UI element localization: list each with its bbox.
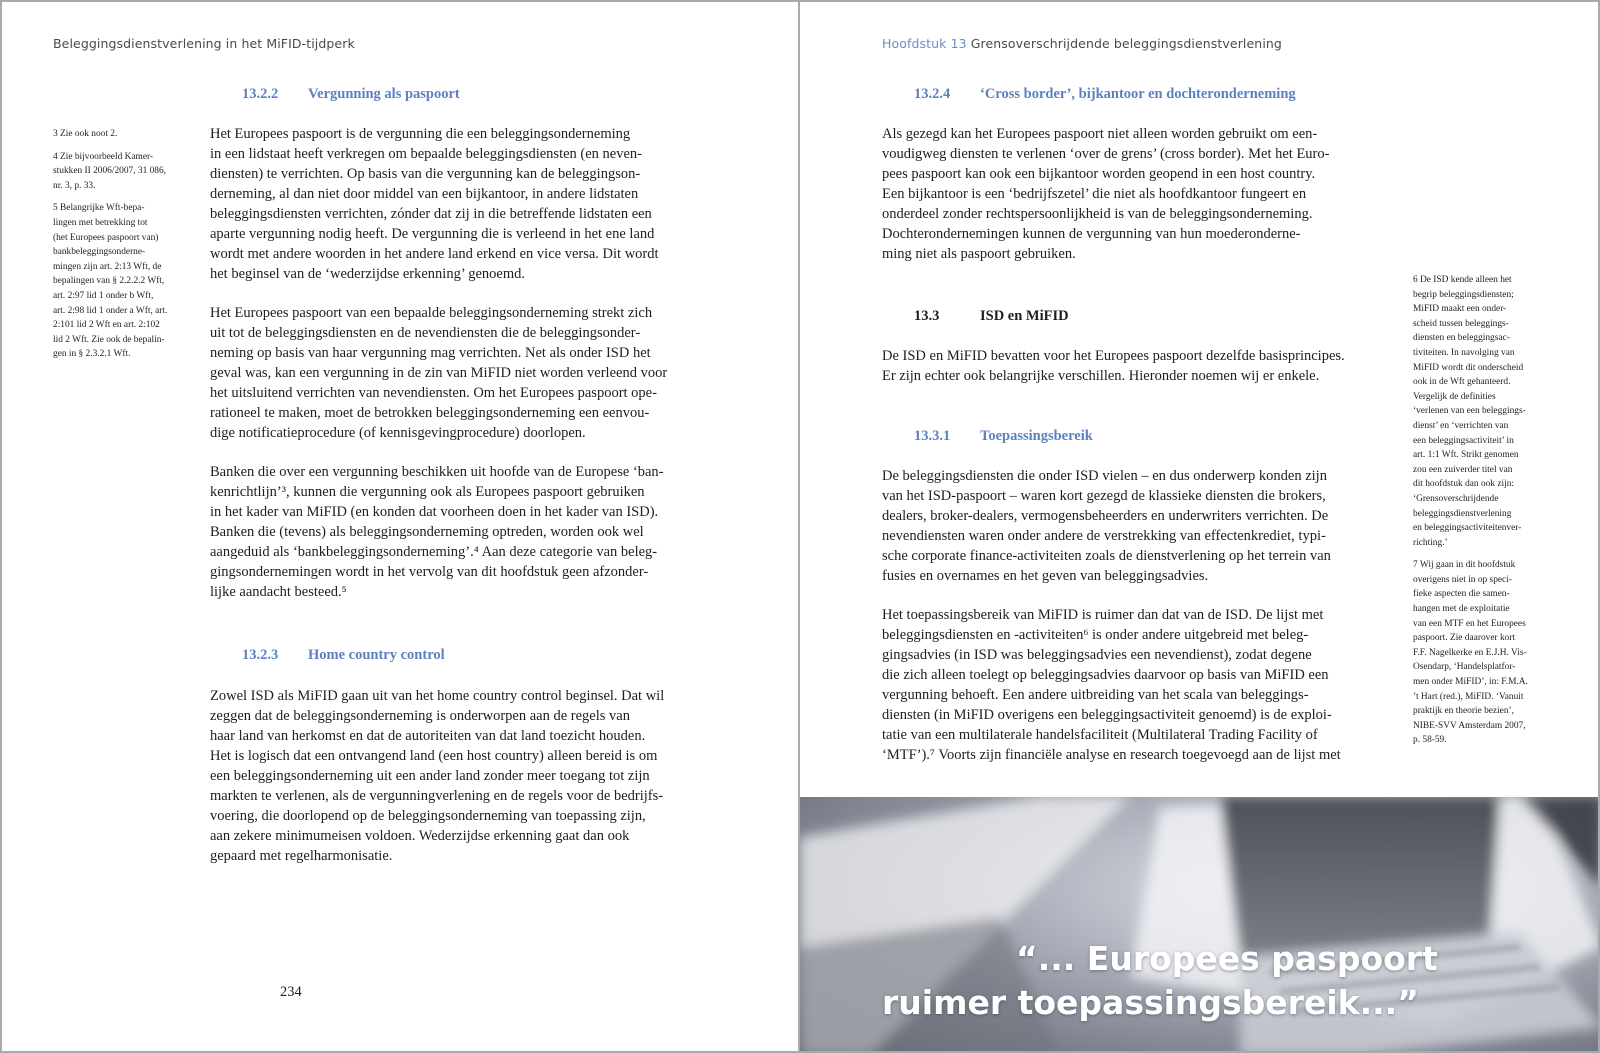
footnote-4 xyxy=(53,150,167,194)
text-line: art. 2:98 lid 1 onder a Wft, art. xyxy=(53,305,168,316)
text-line: fieke aspecten die samen- xyxy=(1413,589,1510,600)
text-line: art. 1:1 Wft. Strikt genomen xyxy=(1413,450,1519,461)
text-line: begrip beleggingsdiensten; xyxy=(1413,289,1514,300)
text-line: een beleggingsactiviteit’ in xyxy=(1413,435,1514,446)
text-line: MiFID wordt dit onderscheid xyxy=(1413,362,1524,373)
text-line: Vergelijk de definities xyxy=(1413,391,1496,402)
text-line: van een MTF en het Europees xyxy=(1413,618,1526,629)
text-line: men onder MiFID’, in: F.M.A. xyxy=(1413,677,1528,688)
text-line: overigens niet in op speci- xyxy=(1413,574,1512,585)
footnote-7 xyxy=(1413,558,1528,748)
text-line: en beleggingsactiviteitenver- xyxy=(1413,523,1522,534)
text-line: beleggingsdienstverlening xyxy=(1413,508,1512,519)
text-line: De beleggingsdiensten die onder ISD vielen – en dus onderwerp konden zijn xyxy=(882,468,1327,484)
text-line: gen in § 2.3.2.1 Wft. xyxy=(53,349,131,360)
text-line: lid 2 Wft. Zie ook de bepalin- xyxy=(53,334,165,345)
section-heading-13-3: 13.3 ISD en MiFID xyxy=(914,308,1069,324)
running-head-chapter: Hoofdstuk 13 xyxy=(882,36,967,51)
pull-quote-line: ruimer toepassingsbereik...” xyxy=(882,983,1419,1022)
right-page xyxy=(798,0,1600,1053)
text-line: ook in de Wft gehanteerd. xyxy=(1413,377,1511,388)
paragraph xyxy=(882,346,1345,386)
text-line: Osendarp, ‘Handelsplatfor- xyxy=(1413,662,1516,673)
text-line: beleggingsdiensten verrichten, zónder dat zij in die betreffende lidstaten een xyxy=(210,206,652,222)
text-line: Het Europees paspoort van een bepaalde beleggingsonderneming strekt zich xyxy=(210,305,653,321)
text-line: het beginsel van de ‘wederzijdse erkenning’ genoemd. xyxy=(210,266,525,282)
text-line: MiFID maakt een onder- xyxy=(1413,304,1507,315)
text-line: 4 Zie bijvoorbeeld Kamer- xyxy=(53,151,154,162)
text-line: ‘verlenen van een beleggings- xyxy=(1413,406,1526,417)
footnotes-column xyxy=(53,127,167,362)
text-line: nevendiensten waren onder andere de verstrekking van effectenkrediet, typi- xyxy=(882,528,1326,544)
text-line: bepalingen van § 2.2.2.2 Wft, xyxy=(53,276,165,287)
text-line: ‘MTF’).⁷ Voorts zijn financiële analyse en research toegevoegd aan de lijst met xyxy=(882,747,1341,763)
text-line: derneming, al dan niet door middel van een bijkantoor, in andere lidstaten xyxy=(210,186,639,202)
text-line: praktijk en theorie bezien’, xyxy=(1413,706,1514,717)
text-line: pees paspoort kan ook een bijkantoor worden geopend in een host country. xyxy=(882,166,1316,182)
text-line: Het toepassingsbereik van MiFID is ruimer dan dat van de ISD. De lijst met xyxy=(882,607,1324,623)
text-line: kenrichtlijn’³, kunnen die vergunning ook als Europees paspoort gebruiken xyxy=(210,484,645,500)
paragraph xyxy=(882,466,1341,586)
text-line: richting.’ xyxy=(1413,537,1448,548)
text-line: geval was, kan een vergunning in de zin van MiFID niet worden verleend voor xyxy=(210,365,668,381)
text-line: markten te verlenen, als de vergunningverlening en de regels voor de bedrijfs- xyxy=(210,788,664,804)
text-line: p. 58-59. xyxy=(1413,735,1447,746)
text-line: beleggingsdiensten en -activiteiten⁶ is onder andere uitgebreid met beleg- xyxy=(882,627,1309,643)
text-line: zou een zuiverder titel van xyxy=(1413,464,1513,475)
text-line: gingsondernemingen wordt in het vervolg van dit hoofdstuk geen afzonder- xyxy=(210,564,649,580)
footnote-6 xyxy=(1413,273,1528,550)
paragraph xyxy=(210,303,667,443)
text-line: rationeel te maken, moet de betrokken beleggingsonderneming een eenvou- xyxy=(210,405,650,421)
footnote-5 xyxy=(53,201,167,362)
text-line: 7 Wij gaan in dit hoofdstuk xyxy=(1413,560,1516,571)
text-line: 6 De ISD kende alleen het xyxy=(1413,275,1512,285)
text-line: ’t Hart (red.), MiFID. ‘Vanuit xyxy=(1413,691,1524,702)
running-head-title: Grensoverschrijdende beleggingsdienstverlening xyxy=(970,36,1282,51)
text-line: lingen met betrekking tot xyxy=(53,217,148,228)
text-line: lijke aandacht besteed.⁵ xyxy=(210,584,347,600)
text-line: 3 Zie ook noot 2. xyxy=(53,129,118,139)
text-line: diensten) te verrichten. Op basis van die vergunning kan de beleggingson- xyxy=(210,166,641,182)
body-text-13-3 xyxy=(882,346,1345,386)
text-line: art. 2:97 lid 1 onder b Wft, xyxy=(53,290,154,301)
text-line: aangeduid als ‘bankbeleggingsonderneming’.⁴ Aan deze categorie van beleg- xyxy=(210,544,658,560)
text-line: in een lidstaat heeft verkregen om bepaalde beleggingsdiensten (en neven- xyxy=(210,146,643,162)
blurred-laptop-photo xyxy=(800,797,1600,1053)
text-line: 5 Belangrijke Wft-bepa- xyxy=(53,203,145,214)
text-line: dienst’ en ‘verrichten van xyxy=(1413,420,1509,431)
body-text-13-2-2 xyxy=(210,124,667,602)
text-line: mingen zijn art. 2:13 Wft, de xyxy=(53,261,162,272)
text-line: neming op basis van haar vergunning mag verrichten. Net als onder ISD het xyxy=(210,345,651,361)
text-line: ‘Grensoverschrijdende xyxy=(1413,493,1499,504)
running-head xyxy=(882,36,1282,51)
text-line: NIBE-SVV Amsterdam 2007, xyxy=(1413,720,1526,731)
text-line: diensten (in MiFID overigens een beleggingsactiviteit genoemd) is de exploi- xyxy=(882,707,1332,723)
pull-quote-line: “... Europees paspoort xyxy=(1016,939,1438,978)
text-line: haar land van herkomst en dat de autoriteiten van dat land toezicht houden. xyxy=(210,728,646,744)
text-line: Als gezegd kan het Europees paspoort niet alleen worden gebruikt om een- xyxy=(882,126,1318,142)
section-heading-13-2-3: 13.2.3 Home country control xyxy=(242,647,445,663)
text-line: dealers, broker-dealers, vermogensbeheerders en underwriters verrichten. De xyxy=(882,508,1329,524)
paragraph xyxy=(210,124,667,284)
text-line: aparte vergunning nodig heeft. De vergunning die is verleend in het ene land xyxy=(210,226,655,242)
left-page xyxy=(0,0,798,1053)
body-text-13-3-1 xyxy=(882,466,1341,765)
text-line: 2:101 lid 2 Wft en art. 2:102 xyxy=(53,320,160,331)
text-line: Het Europees paspoort is de vergunning die een beleggingsonderneming xyxy=(210,126,631,142)
pull-quote xyxy=(882,937,1438,1025)
text-line: tiviteiten. In navolging van xyxy=(1413,347,1515,358)
text-line: F.F. Nagelkerke en E.J.H. Vis- xyxy=(1413,647,1527,658)
text-line: in het kader van MiFID (en konden dat voorheen doen in het kader van ISD). xyxy=(210,504,659,520)
text-line: een beleggingsonderneming uit een ander land zonder meer toegang tot zijn xyxy=(210,768,650,784)
text-line: gingsadvies (in ISD was beleggingsadvies een nevendienst), zodat degene xyxy=(882,647,1312,663)
text-line: zeggen dat de beleggingsonderneming is onderworpen aan de regels van xyxy=(210,708,630,724)
text-line: aan zekere minimumeisen voldoen. Wederzijdse erkenning gaat dan ook xyxy=(210,828,630,844)
footnotes-column xyxy=(1413,273,1528,748)
paragraph xyxy=(882,124,1329,264)
text-line: De ISD en MiFID bevatten voor het Europees paspoort dezelfde basisprincipes. xyxy=(882,348,1345,364)
text-line: paspoort. Zie daarover kort xyxy=(1413,633,1516,644)
text-line: Dochterondernemingen kunnen de vergunning van hun moederonderne- xyxy=(882,226,1301,242)
text-line: uit tot de beleggingsdiensten en de nevendiensten die de beleggingsonder- xyxy=(210,325,641,341)
text-line: sche corporate finance-activiteiten zoals de dienstverlening op het terrein van xyxy=(882,548,1331,564)
text-line: Banken die (tevens) als beleggingsonderneming optreden, worden ook wel xyxy=(210,524,644,540)
body-text-13-2-4 xyxy=(882,124,1329,264)
text-line: vergunning behoeft. Een andere uitbreiding van het scala van beleggings- xyxy=(882,687,1309,703)
text-line: tatie van een multilaterale handelsfaciliteit (Multilateral Trading Facility of xyxy=(882,727,1318,743)
text-line: voering, die doorlopend op de beleggingsonderneming van toepassing zijn, xyxy=(210,808,646,824)
section-heading-13-2-4: 13.2.4 ‘Cross border’, bijkantoor en dochteronderneming xyxy=(914,86,1296,102)
text-line: scheid tussen beleggings- xyxy=(1413,318,1509,329)
text-line: voudigweg diensten te verlenen ‘over de grens’ (cross border). Met het Euro- xyxy=(882,146,1330,162)
footnote-3 xyxy=(53,127,167,142)
text-line: die zich alleen toelegt op beleggingsadvies daarvoor op basis van MiFID een xyxy=(882,667,1329,683)
text-line: Er zijn echter ook belangrijke verschillen. Hieronder noemen wij er enkele. xyxy=(882,368,1320,384)
text-line: stukken II 2006/2007, 31 086, xyxy=(53,166,167,177)
section-heading-13-3-1: 13.3.1 Toepassingsbereik xyxy=(914,428,1093,444)
text-line: (het Europees paspoort van) xyxy=(53,232,159,243)
text-line: Banken die over een vergunning beschikken uit hoofde van de Europese ‘ban- xyxy=(210,464,664,480)
text-line: gepaard met regelharmonisatie. xyxy=(210,848,393,864)
text-line: dige notificatieprocedure (of kennisgevingprocedure) doorlopen. xyxy=(210,425,586,441)
section-heading-13-2-2: 13.2.2 Vergunning als paspoort xyxy=(242,86,460,102)
text-line: wordt met andere woorden in het andere land erkend en vice versa. Dit wordt xyxy=(210,246,659,262)
text-line: onderdeel zonder rechtspersoonlijkheid is van de beleggingsonderneming. xyxy=(882,206,1313,222)
running-head: Beleggingsdienstverlening in het MiFID-tijdperk xyxy=(53,36,355,51)
text-line: fusies en overnames en het geven van beleggingsadvies. xyxy=(882,568,1209,584)
text-line: nr. 3, p. 33. xyxy=(53,180,96,191)
text-line: het uitsluitend verrichten van nevendiensten. Om het Europees paspoort ope- xyxy=(210,385,657,401)
body-text-13-2-3 xyxy=(210,686,664,866)
text-line: dit hoofdstuk dan ook zijn: xyxy=(1413,479,1515,490)
text-line: ming niet als paspoort gebruiken. xyxy=(882,246,1076,262)
paragraph xyxy=(210,462,667,602)
text-line: Een bijkantoor is een ‘bedrijfszetel’ die niet als hoofdkantoor fungeert en xyxy=(882,186,1307,202)
paragraph xyxy=(210,686,664,866)
paragraph xyxy=(882,605,1341,765)
text-line: hangen met de exploitatie xyxy=(1413,604,1510,615)
text-line: bankbeleggingsonderne- xyxy=(53,247,146,258)
text-line: diensten en beleggingsac- xyxy=(1413,333,1510,344)
text-line: van het ISD-paspoort – waren kort gezegd de klassieke diensten die brokers, xyxy=(882,488,1326,504)
text-line: Het is logisch dat een ontvangend land (een host country) alleen bereid is om xyxy=(210,748,658,764)
text-line: Zowel ISD als MiFID gaan uit van het home country control beginsel. Dat wil xyxy=(210,688,665,704)
page-number: 234 xyxy=(280,984,302,1000)
